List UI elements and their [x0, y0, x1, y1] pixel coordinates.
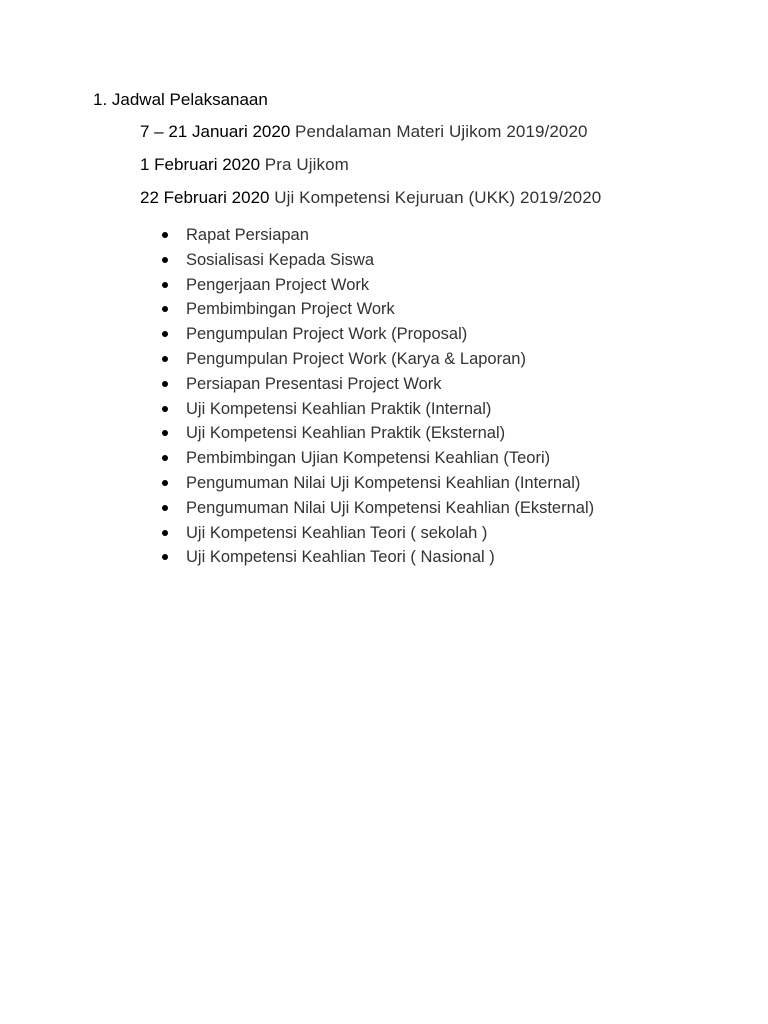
- list-item-text: Pembimbingan Project Work: [186, 300, 395, 319]
- schedule-list: [140, 121, 601, 220]
- bullet-icon: [162, 356, 168, 362]
- schedule-date: 1 Februari 2020: [140, 155, 261, 174]
- schedule-description: Uji Kompetensi Kejuruan (UKK) 2019/2020: [274, 188, 602, 207]
- list-item: [160, 471, 594, 496]
- list-item-text: Pengumuman Nilai Uji Kompetensi Keahlian (Eksternal): [186, 498, 595, 517]
- bullet-icon: [162, 306, 168, 312]
- list-item-text: Uji Kompetensi Keahlian Praktik (Internal): [186, 399, 492, 418]
- schedule-description: Pra Ujikom: [264, 155, 349, 174]
- list-item-text: Persiapan Presentasi Project Work: [186, 374, 442, 393]
- list-item: [160, 372, 594, 397]
- list-item: [160, 545, 594, 570]
- list-item: [160, 223, 594, 248]
- bullet-icon: [162, 406, 168, 412]
- list-item: [160, 397, 594, 422]
- schedule-description: Pendalaman Materi Ujikom 2019/2020: [295, 122, 588, 141]
- section-heading: 1. Jadwal Pelaksanaan: [93, 90, 268, 109]
- bullet-icon: [162, 455, 168, 461]
- list-item: [160, 297, 594, 322]
- schedule-date: 22 Februari 2020: [140, 188, 270, 207]
- bullet-icon: [162, 257, 168, 263]
- bullet-icon: [162, 530, 168, 536]
- list-item-text: Uji Kompetensi Keahlian Praktik (Eksternal): [186, 424, 506, 443]
- schedule-row: [140, 154, 601, 187]
- list-item-text: Pengumpulan Project Work (Proposal): [186, 325, 468, 344]
- schedule-row: [140, 187, 601, 220]
- schedule-row: [140, 121, 601, 154]
- list-item-text: Pembimbingan Ujian Kompetensi Keahlian (Teori): [186, 449, 551, 468]
- list-item: [160, 521, 594, 546]
- list-item: [160, 248, 594, 273]
- list-item: [160, 273, 594, 298]
- list-item: [160, 446, 594, 471]
- list-item: [160, 347, 594, 372]
- list-item-text: Uji Kompetensi Keahlian Teori ( sekolah ): [186, 523, 488, 542]
- schedule-date: 7 – 21 Januari 2020: [140, 122, 291, 141]
- list-item: [160, 496, 594, 521]
- bullet-icon: [162, 282, 168, 288]
- bullet-icon: [162, 505, 168, 511]
- bullet-icon: [162, 480, 168, 486]
- bullet-icon: [162, 331, 168, 337]
- list-item-text: Pengumpulan Project Work (Karya & Laporan): [186, 349, 526, 368]
- list-item-text: Uji Kompetensi Keahlian Teori ( Nasional ): [186, 548, 495, 567]
- list-item: [160, 421, 594, 446]
- bullet-icon: [162, 381, 168, 387]
- list-item-text: Rapat Persiapan: [186, 226, 309, 244]
- list-item-text: Sosialisasi Kepada Siswa: [186, 250, 375, 269]
- bullet-icon: [162, 232, 168, 238]
- bullet-icon: [162, 554, 168, 560]
- list-item-text: Pengumuman Nilai Uji Kompetensi Keahlian (Internal): [186, 473, 581, 492]
- activity-bullet-list: [160, 223, 594, 570]
- list-item-text: Pengerjaan Project Work: [186, 275, 370, 294]
- list-item: [160, 322, 594, 347]
- bullet-icon: [162, 430, 168, 436]
